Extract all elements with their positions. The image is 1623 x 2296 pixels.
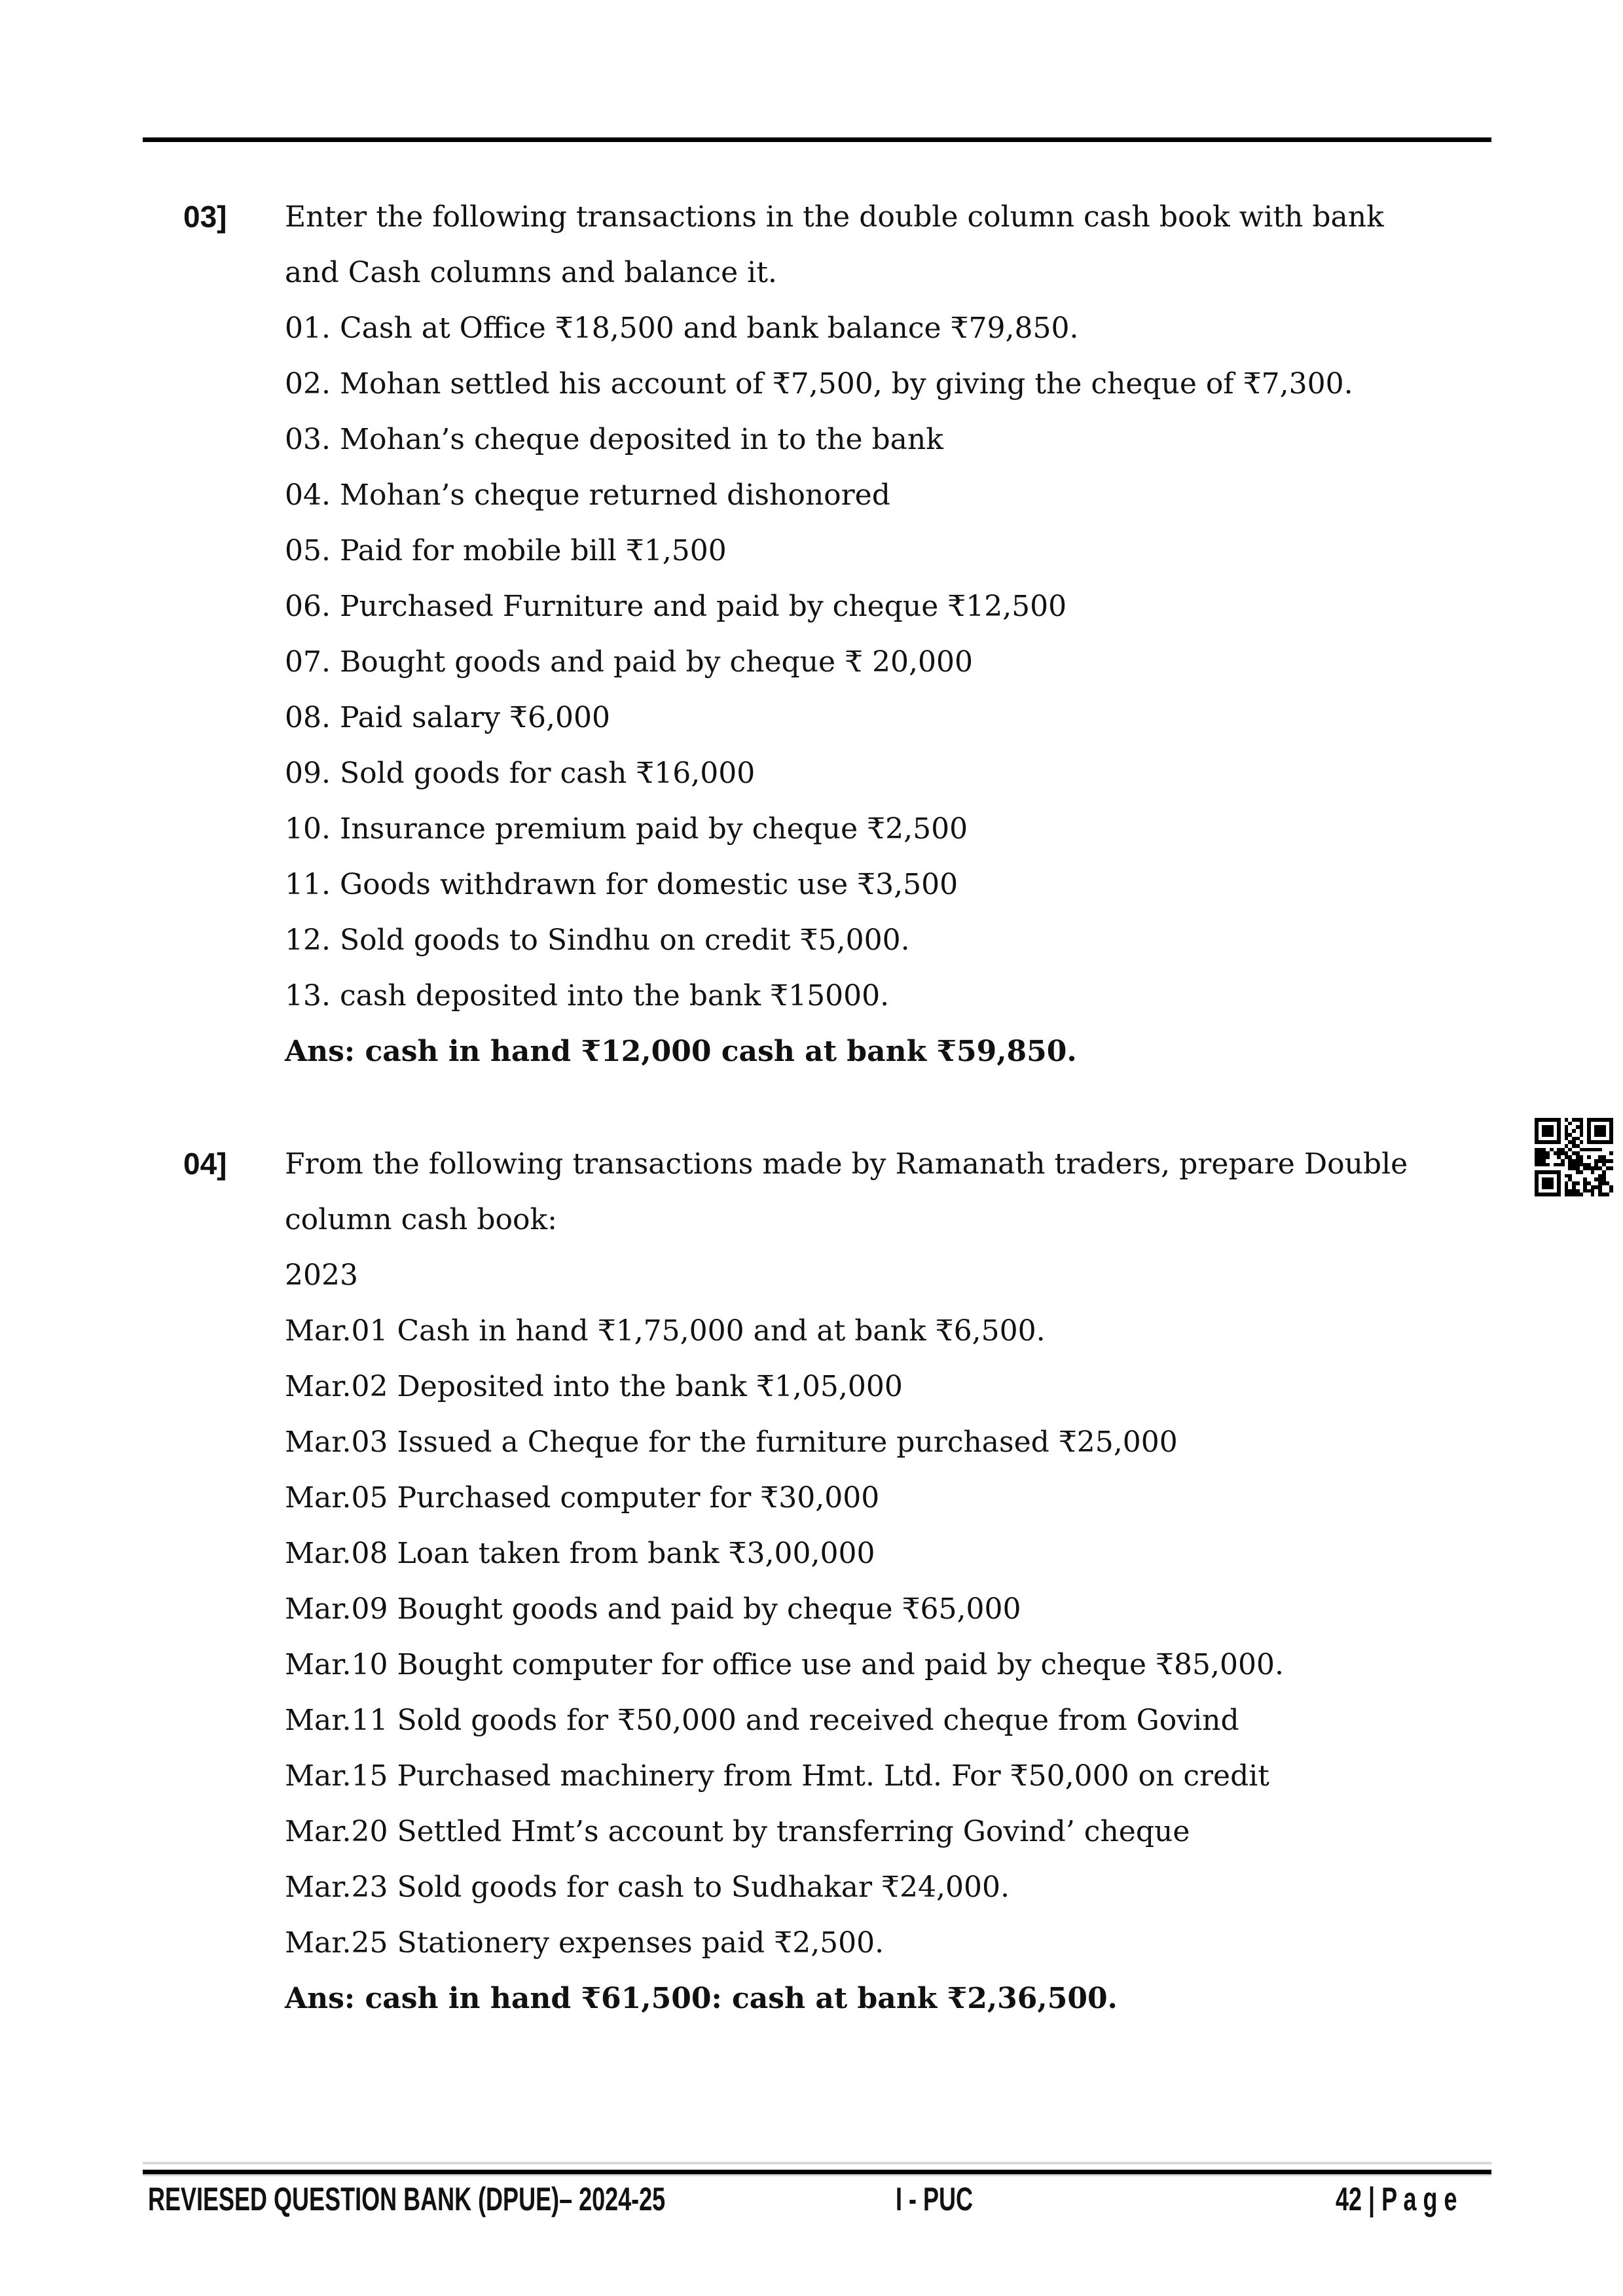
text-line: 12. Sold goods to Sindhu on credit ₹5,000. xyxy=(285,924,910,957)
footer-page-number: 42 | P a g e xyxy=(1336,2181,1457,2217)
text-line: Enter the following transactions in the double column cash book with bank xyxy=(285,200,1384,234)
text-line: 10. Insurance premium paid by cheque ₹2,500 xyxy=(285,812,968,846)
text-line: Mar.03 Issued a Cheque for the furniture purchased ₹25,000 xyxy=(285,1426,1178,1459)
footer-class: I - PUC xyxy=(896,2181,974,2217)
footer-rule xyxy=(143,2162,1491,2164)
header-rule xyxy=(143,137,1491,142)
question-number: 03] xyxy=(183,200,227,234)
question-text xyxy=(285,1136,1503,2026)
text-line: Mar.20 Settled Hmt’s account by transferring Govind’ cheque xyxy=(285,1815,1190,1848)
text-line: 02. Mohan settled his account of ₹7,500, by giving the cheque of ₹7,300. xyxy=(285,367,1353,401)
text-line: and Cash columns and balance it. xyxy=(285,256,777,289)
footer-rule xyxy=(143,2174,1491,2176)
text-line: 13. cash deposited into the bank ₹15000. xyxy=(285,979,890,1013)
qr-code xyxy=(1535,1118,1613,1196)
answer-line: Ans: cash in hand ₹61,500: cash at bank ₹2,36,500. xyxy=(285,1982,1118,2015)
text-line: 01. Cash at Office ₹18,500 and bank balance ₹79,850. xyxy=(285,312,1079,345)
text-line: 07. Bought goods and paid by cheque ₹ 20,000 xyxy=(285,645,974,679)
text-line: 11. Goods withdrawn for domestic use ₹3,500 xyxy=(285,868,958,901)
text-line: 03. Mohan’s cheque deposited in to the bank xyxy=(285,423,943,456)
text-line: Mar.02 Deposited into the bank ₹1,05,000 xyxy=(285,1370,903,1403)
footer-title: REVIESED QUESTION BANK (DPUE)– 2024-25 xyxy=(148,2181,666,2217)
question-number: 04] xyxy=(183,1147,227,1181)
text-line: Mar.15 Purchased machinery from Hmt. Ltd. For ₹50,000 on credit xyxy=(285,1759,1269,1793)
text-line: From the following transactions made by Ramanath traders, prepare Double xyxy=(285,1147,1408,1181)
text-line: column cash book: xyxy=(285,1203,558,1236)
footer-rule xyxy=(143,2170,1491,2174)
text-line: 2023 xyxy=(285,1259,358,1292)
text-line: 09. Sold goods for cash ₹16,000 xyxy=(285,757,756,790)
text-line: Mar.09 Bought goods and paid by cheque ₹65,000 xyxy=(285,1592,1021,1626)
text-line: Mar.23 Sold goods for cash to Sudhakar ₹24,000. xyxy=(285,1871,1010,1904)
text-line: 04. Mohan’s cheque returned dishonored xyxy=(285,478,890,512)
text-line: Mar.10 Bought computer for office use and paid by cheque ₹85,000. xyxy=(285,1648,1284,1681)
text-line: 08. Paid salary ₹6,000 xyxy=(285,701,610,734)
text-line: Mar.01 Cash in hand ₹1,75,000 and at bank ₹6,500. xyxy=(285,1314,1046,1348)
text-line: Mar.11 Sold goods for ₹50,000 and received cheque from Govind xyxy=(285,1704,1239,1737)
text-line: 05. Paid for mobile bill ₹1,500 xyxy=(285,534,727,567)
question-text xyxy=(285,189,1503,1079)
text-line: Mar.08 Loan taken from bank ₹3,00,000 xyxy=(285,1537,875,1570)
text-line: Mar.05 Purchased computer for ₹30,000 xyxy=(285,1481,880,1515)
text-line: 06. Purchased Furniture and paid by cheque ₹12,500 xyxy=(285,590,1067,623)
text-line: Mar.25 Stationery expenses paid ₹2,500. xyxy=(285,1926,884,1960)
answer-line: Ans: cash in hand ₹12,000 cash at bank ₹59,850. xyxy=(285,1035,1077,1068)
